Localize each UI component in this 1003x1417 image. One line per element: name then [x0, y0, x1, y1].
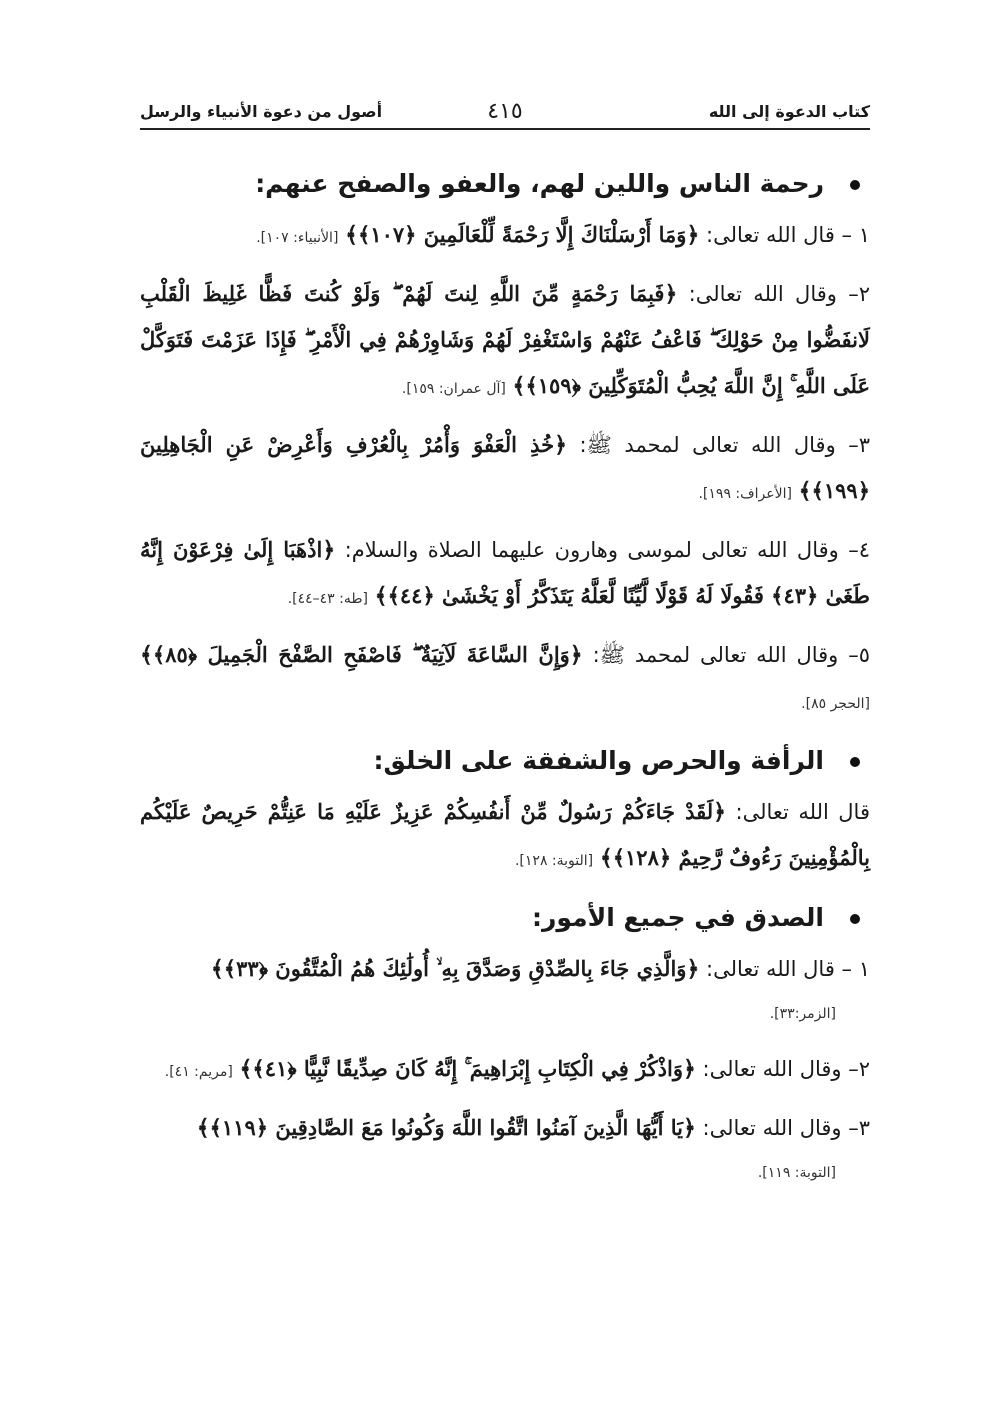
quran-verse: يَا أَيُّهَا الَّذِينَ آمَنُوا اتَّقُوا اللَّهَ وَكُونُوا مَعَ الصَّادِقِينَ ﴿١١٩﴾ [209, 1115, 683, 1140]
item-lead: ٢– وقال الله تعالى: [702, 1057, 870, 1081]
verse-item [140, 422, 870, 517]
book-title: كتاب الدعوة إلى الله [708, 101, 870, 121]
item-lead: ٣– وقال الله تعالى: [702, 1116, 870, 1140]
page-body [140, 150, 870, 1195]
quran-bracket-open: ﴿ [713, 799, 727, 825]
item-lead: ٥– وقال الله تعالى لمحمد ﷺ: [592, 643, 870, 667]
section-heading [140, 158, 870, 210]
verse-reference: [التوبة: ١١٩]. [757, 1165, 836, 1181]
quran-bracket-close: ﴾ [140, 642, 153, 668]
item-lead: ١ – قال الله تعالى: [706, 223, 870, 247]
quran-verse: وَاذْكُرْ فِي الْكِتَابِ إِبْرَاهِيمَ ۚ إِنَّهُ كَانَ صِدِّيقًا نَّبِيًّا ﴿٤١﴾ [252, 1056, 683, 1081]
verse-item [140, 1105, 870, 1151]
quran-verse: اذْهَبَا إِلَىٰ فِرْعَوْنَ إِنَّهُ طَغَىٰ ﴿٤٣﴾ فَقُولَا لَهُ قَوْلًا لَّيِّنًا لَّعَلَّهُ يَتَذَكَّرُ أَوْ يَخْشَىٰ ﴿٤٤﴾ [140, 537, 870, 608]
quran-bracket-open: ﴿ [554, 432, 567, 458]
quran-verse: وَمَا أَرْسَلْنَاكَ إِلَّا رَحْمَةً لِّلْعَالَمِينَ ﴿١٠٧﴾ [357, 222, 687, 247]
verse-reference: [الزمر:٣٣]. [769, 1006, 836, 1022]
quran-bracket-open: ﴿ [569, 642, 583, 668]
quran-bracket-close: ﴾ [512, 373, 526, 399]
quran-bracket-close: ﴾ [599, 845, 613, 871]
header-rule [140, 128, 870, 130]
section-heading-text: رحمة الناس واللين لهم، والعفو والصفح عنهم: [255, 169, 824, 198]
quran-bracket-close: ﴾ [798, 478, 812, 504]
item-lead: ١ – قال الله تعالى: [706, 957, 870, 981]
quran-bracket-open: ﴿ [686, 222, 700, 248]
page-number: ٤١٥ [487, 98, 523, 124]
part-title: أصول من دعوة الأنبياء والرسل [140, 101, 383, 121]
quran-verse: خُذِ الْعَفْوَ وَأْمُرْ بِالْعُرْفِ وَأَعْرِضْ عَنِ الْجَاهِلِينَ ﴿١٩٩﴾ [140, 432, 870, 503]
verse-reference: [آل عمران: ١٥٩]. [401, 381, 506, 397]
section-heading [140, 892, 870, 944]
item-lead: ٤– وقال الله تعالى لموسى وهارون عليهما الصلاة والسلام: [344, 538, 870, 562]
verse-item [140, 632, 870, 727]
verse-reference: [طه: ٤٣–٤٤]. [287, 591, 368, 607]
item-lead: قال الله تعالى: [735, 800, 870, 824]
verse-reference: [التوبة: ١٢٨]. [514, 853, 594, 869]
bullet-icon [850, 914, 860, 924]
bullet-icon [850, 757, 860, 767]
verse-reference: [مريم: ٤١]. [164, 1064, 233, 1080]
quran-bracket-open: ﴿ [322, 537, 336, 563]
verse-item [140, 789, 870, 884]
section-heading-text: الرأفة والحرص والشفقة على الخلق: [373, 746, 824, 775]
section-heading-text: الصدق في جميع الأمور: [532, 903, 824, 932]
quran-verse: فَبِمَا رَحْمَةٍ مِّنَ اللَّهِ لِنتَ لَهُمْ ۖ وَلَوْ كُنتَ فَظًّا غَلِيظَ الْقَلْبِ لَانفَضُّوا مِنْ حَوْلِكَ ۖ فَاعْفُ عَنْهُمْ وَاسْتَغْفِرْ لَهُمْ وَشَاوِرْهُمْ فِي الْأَمْرِ ۖ فَإِذَا عَزَمْتَ فَتَوَكَّلْ عَلَى اللَّهِ ۚ إِنَّ اللَّهَ يُحِبُّ الْمُتَوَكِّلِينَ ﴿١٥٩﴾ [140, 281, 870, 398]
verse-reference: [الحجر ٨٥]. [801, 696, 870, 712]
quran-bracket-close: ﴾ [374, 583, 388, 609]
verse-item [140, 271, 870, 412]
verse-item [140, 527, 870, 622]
verse-item [140, 946, 870, 992]
verse-reference: [الأنبياء: ١٠٧]. [256, 230, 339, 246]
quran-bracket-close: ﴾ [345, 222, 358, 248]
verse-reference: [الأعراف: ١٩٩]. [698, 486, 792, 502]
verse-item [140, 1046, 870, 1095]
quran-bracket-close: ﴾ [196, 1115, 210, 1141]
quran-bracket-open: ﴿ [664, 281, 678, 307]
quran-verse: وَإِنَّ السَّاعَةَ لَآتِيَةٌ ۖ فَاصْفَحِ الصَّفْحَ الْجَمِيلَ ﴿٨٥﴾ [152, 642, 570, 667]
quran-bracket-close: ﴾ [239, 1056, 253, 1082]
item-lead: ٣– وقال الله تعالى لمحمد ﷺ: [579, 433, 870, 457]
quran-bracket-close: ﴾ [210, 956, 224, 982]
quran-verse: لَقَدْ جَاءَكُمْ رَسُولٌ مِّنْ أَنفُسِكُمْ عَزِيزٌ عَلَيْهِ مَا عَنِتُّمْ حَرِيصٌ عَلَيْكُم بِالْمُؤْمِنِينَ رَءُوفٌ رَّحِيمٌ ﴿١٢٨﴾ [140, 799, 870, 870]
bullet-icon [850, 180, 860, 190]
quran-bracket-open: ﴿ [682, 1115, 696, 1141]
item-lead: ٢– وقال الله تعالى: [688, 282, 870, 306]
running-header [140, 96, 870, 126]
section-heading [140, 735, 870, 787]
quran-bracket-open: ﴿ [682, 1056, 696, 1082]
verse-item [140, 212, 870, 261]
quran-verse: وَالَّذِي جَاءَ بِالصِّدْقِ وَصَدَّقَ بِهِ ۙ أُولَٰئِكَ هُمُ الْمُتَّقُونَ ﴿٣٣﴾ [223, 956, 687, 981]
quran-bracket-open: ﴿ [686, 956, 700, 982]
